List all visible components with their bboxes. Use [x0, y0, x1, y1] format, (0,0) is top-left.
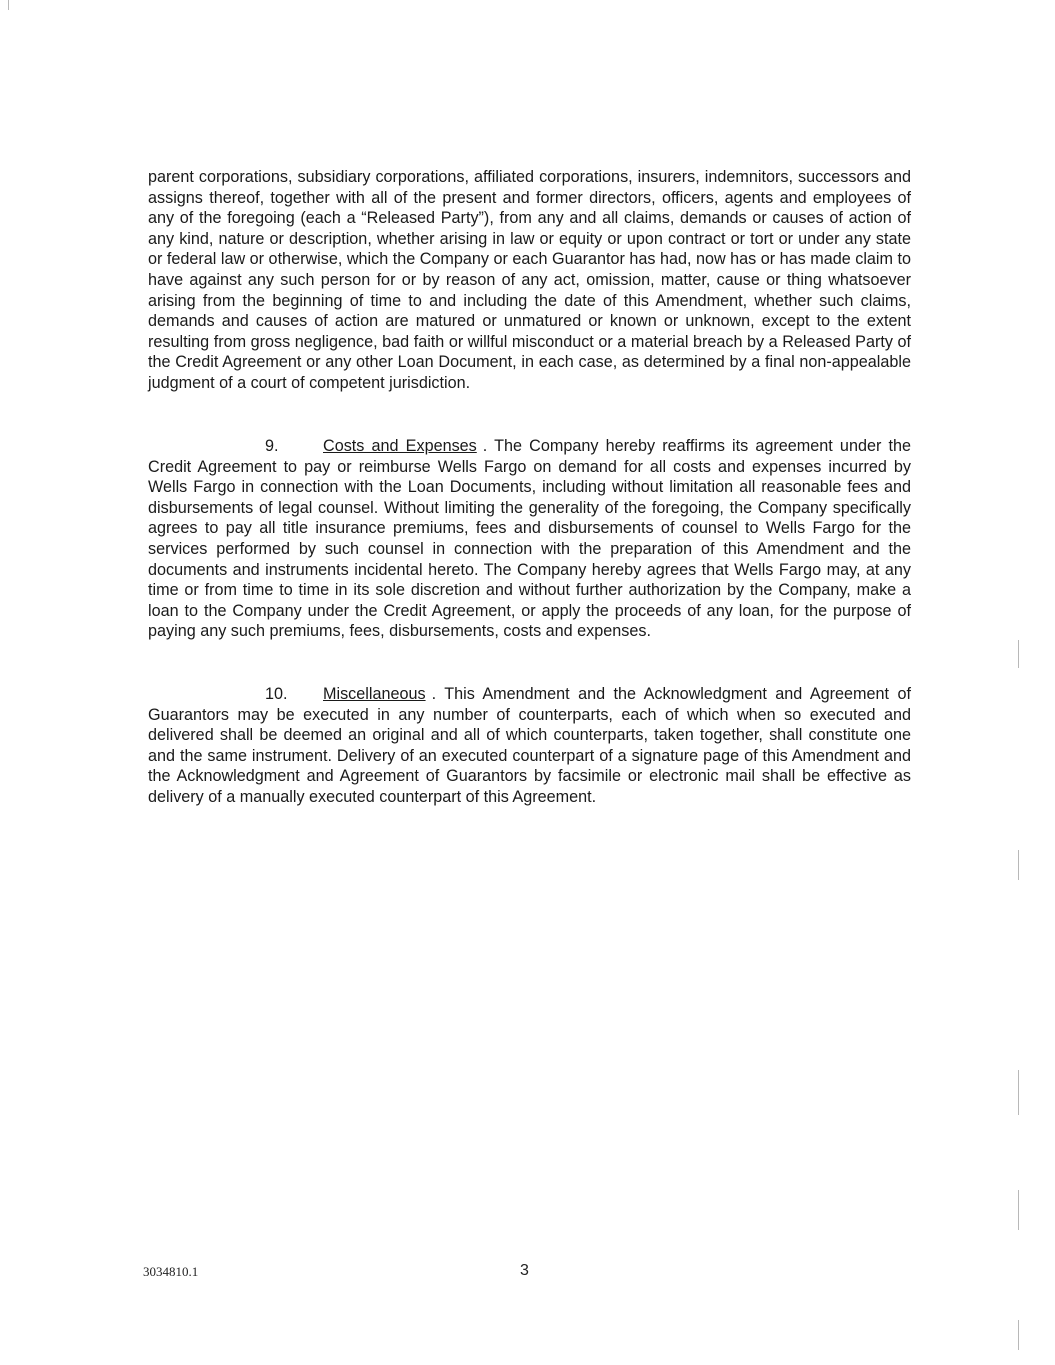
scan-artifact	[8, 0, 9, 10]
page-number: 3	[520, 1262, 529, 1279]
paragraph-text: . This Amendment and the Acknowledgment and Agreement of Guarantors may be executed in any number of counterparts, each of which when so executed and delivered shall be deemed an original and all of which counterparts, taken together, shall constitute one and the same instrument. Delivery of an executed counterpart of a signature page of this Amendment and the Acknowledgment and Agreement of Guarantors by facsimile or electronic mail shall be effective as delivery of a manually executed counterpart of this Agreement.	[148, 685, 911, 806]
paragraph-text: parent corporations, subsidiary corporations, affiliated corporations, insurers, indemnitors, successors and assigns thereof, together with all of the present and former directors, officers, agents and employees of any of the foregoing (each a “Released Party”), from any and all claims, demands or causes of action of any kind, nature or description, whether arising in law or equity or upon contract or tort or under any state or federal law or otherwise, which the Company or each Guarantor has had, now has or has made claim to have against any such person for or by reason of any act, omission, matter, cause or thing whatsoever arising from the beginning of time to and including the date of this Amendment, whether such claims, demands and causes of action are matured or unmatured or known or unknown, except to the extent resulting from gross negligence, bad faith or willful misconduct or a material breach by a Released Party of the Credit Agreement or any other Loan Document, in each case, as determined by a final non-appealable judgment of a court of competent jurisdiction.	[148, 168, 912, 392]
paragraph-release-continuation	[148, 167, 911, 394]
scan-artifact	[1018, 1320, 1019, 1350]
scan-artifact	[1018, 1070, 1019, 1115]
paragraph-text: . The Company hereby reaffirms its agreement under the Credit Agreement to pay or reimburse Wells Fargo on demand for all costs and expenses incurred by Wells Fargo in connection with the Loan Documents, including without limitation all reasonable fees and disbursements of legal counsel. Without limiting the generality of the foregoing, the Company specifically agrees to pay all title insurance premiums, fees and disbursements of counsel to Wells Fargo for the services performed by such counsel in connection with the preparation of this Amendment and the documents and instruments incidental hereto. The Company hereby agrees that Wells Fargo may, at any time or from time to time in its sole discretion and without further authorization by the Company, make a loan to the Company under the Credit Agreement, or apply the proceeds of any loan, for the purpose of paying any such premiums, fees, disbursements, costs and expenses.	[148, 437, 911, 641]
section-heading: Costs and Expenses	[323, 437, 477, 455]
scan-artifact	[1018, 850, 1019, 880]
paragraph-costs-and-expenses	[148, 436, 911, 642]
section-number: 10.	[265, 685, 288, 703]
paragraph-miscellaneous	[148, 684, 911, 808]
scan-artifact	[1018, 1190, 1019, 1230]
document-id: 3034810.1	[143, 1264, 199, 1279]
section-heading: Miscellaneous	[323, 685, 426, 703]
section-number: 9.	[265, 437, 279, 455]
scan-artifact	[1018, 640, 1019, 668]
